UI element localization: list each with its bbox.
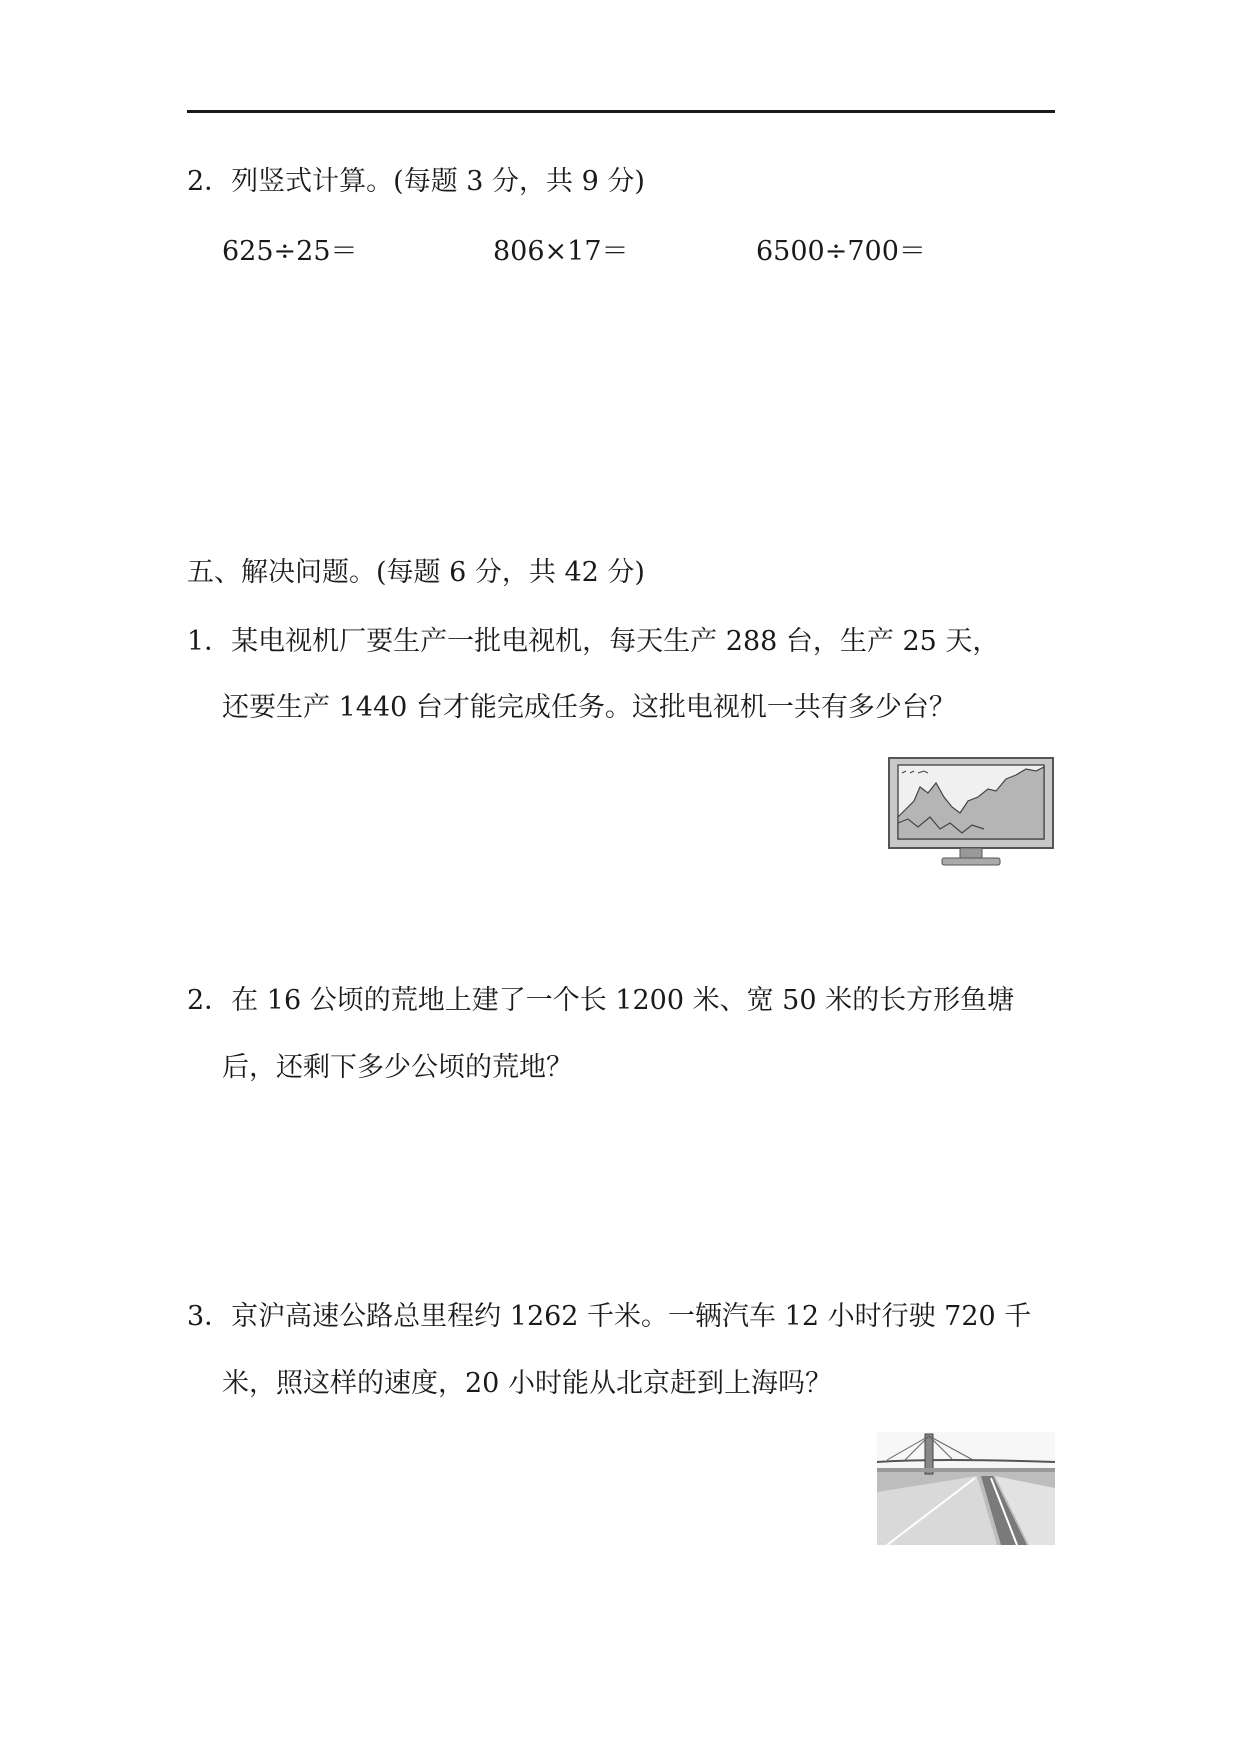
problem-1-line-1: 1．某电视机厂要生产一批电视机，每天生产 288 台，生产 25 天，: [187, 626, 1000, 657]
calc-problem-3: 6500÷700＝: [756, 236, 926, 267]
section-five-heading: 五、解决问题。(每题 6 分，共 42 分): [187, 557, 645, 588]
problem-2-line-2: 后，还剩下多少公顷的荒地？: [222, 1052, 573, 1083]
calc-problem-2: 806×17＝: [493, 236, 629, 267]
calc-section-heading: 2．列竖式计算。(每题 3 分，共 9 分): [187, 166, 645, 197]
problem-3-line-2: 米，照这样的速度，20 小时能从北京赶到上海吗？: [222, 1368, 832, 1399]
problem-1-line-2: 还要生产 1440 台才能完成任务。这批电视机一共有多少台？: [222, 692, 956, 723]
highway-bridge-icon: [877, 1432, 1055, 1545]
television-icon: [888, 757, 1054, 867]
problem-3-line-1: 3．京沪高速公路总里程约 1262 千米。一辆汽车 12 小时行驶 720 千: [187, 1301, 1032, 1332]
top-rule: [187, 110, 1055, 113]
calc-problem-1: 625÷25＝: [222, 236, 358, 267]
problem-2-line-1: 2．在 16 公顷的荒地上建了一个长 1200 米、宽 50 米的长方形鱼塘: [187, 985, 1015, 1016]
